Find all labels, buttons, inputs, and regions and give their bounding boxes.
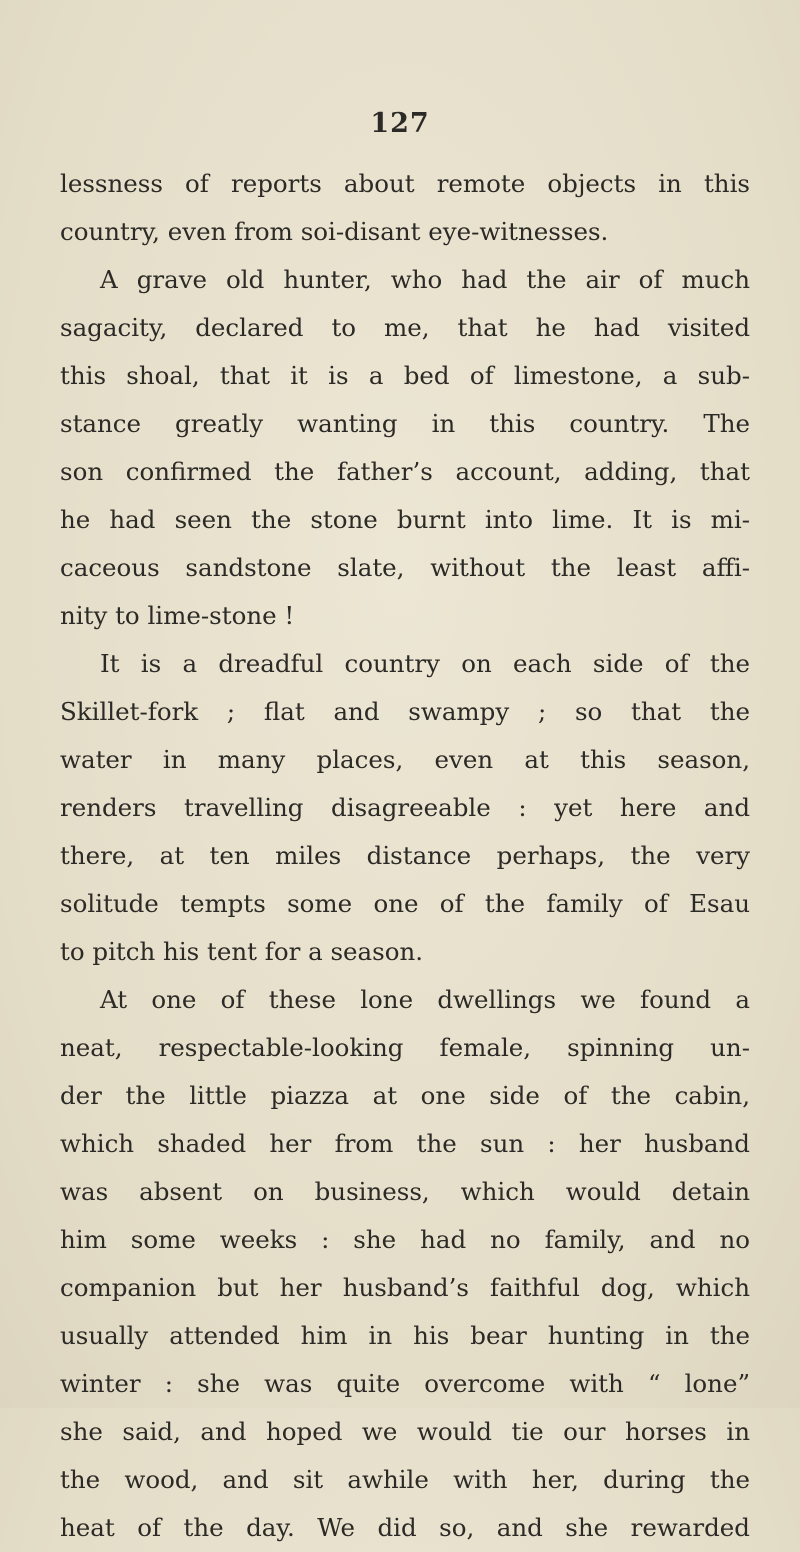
text-line: was absent on business, which would detain [60, 1177, 750, 1206]
text-line: neat, respectable-looking female, spinning un- [60, 1033, 750, 1062]
text-line: country, even from soi-disant eye-witnesses. [60, 217, 609, 246]
text-line: to pitch his tent for a season. [60, 937, 424, 966]
text-line: A grave old hunter, who had the air of much [100, 265, 750, 294]
text-line: der the little piazza at one side of the cabin, [60, 1081, 750, 1110]
text-line: renders travelling disagreeable : yet here and [60, 793, 750, 822]
page-number: 127 [370, 108, 430, 139]
text-line: him some weeks : she had no family, and no [60, 1225, 750, 1254]
text-line: winter : she was quite overcome with “ lone” [60, 1369, 750, 1398]
text-line: son confirmed the father’s account, adding, that [60, 457, 750, 486]
text-line: heat of the day. We did so, and she rewarded [60, 1513, 750, 1542]
text-line: solitude tempts some one of the family of Esau [60, 889, 750, 918]
text-line: this shoal, that it is a bed of limestone, a sub- [60, 361, 750, 390]
text-line: she said, and hoped we would tie our horses in [60, 1417, 750, 1446]
text-line: companion but her husband’s faithful dog, which [60, 1273, 750, 1302]
text-line: usually attended him in his bear hunting in the [60, 1321, 750, 1350]
text-line: lessness of reports about remote objects in this [60, 169, 750, 198]
text-line: sagacity, declared to me, that he had visited [60, 313, 750, 342]
text-line: he had seen the stone burnt into lime. It is mi- [60, 505, 750, 534]
text-line: stance greatly wanting in this country. The [60, 409, 750, 438]
text-line: It is a dreadful country on each side of the [100, 649, 750, 678]
text-line: caceous sandstone slate, without the least affi- [60, 553, 750, 582]
text-line: Skillet-fork ; flat and swampy ; so that the [60, 697, 750, 726]
text-line: At one of these lone dwellings we found a [100, 985, 750, 1014]
text-line: nity to lime-stone ! [60, 601, 295, 630]
text-line: there, at ten miles distance perhaps, the very [60, 841, 750, 870]
text-line: water in many places, even at this season, [60, 745, 750, 774]
text-line: the wood, and sit awhile with her, during the [60, 1465, 750, 1494]
text-line: which shaded her from the sun : her husband [60, 1129, 750, 1158]
